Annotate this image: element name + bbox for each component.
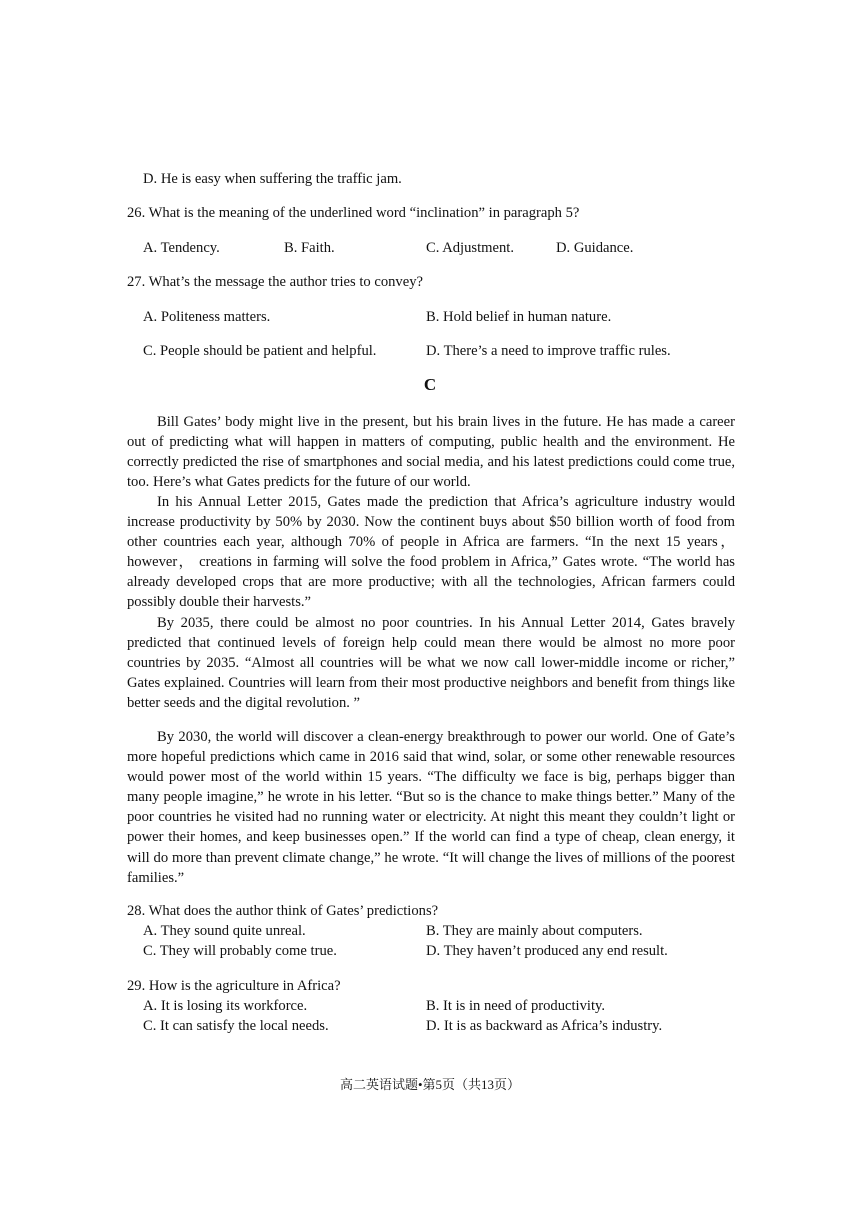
q26-option-b: B. Faith. — [284, 240, 335, 256]
q27-option-a: A. Politeness matters. — [143, 309, 271, 325]
q27-option-d: D. There’s a need to improve traffic rules. — [426, 343, 671, 359]
q29-option-b: B. It is in need of productivity. — [426, 998, 606, 1014]
q29-stem: 29. How is the agriculture in Africa? — [127, 978, 341, 994]
q28-stem: 28. What does the author think of Gates’ predictions? — [127, 903, 439, 919]
q28-option-d: D. They haven’t produced any end result. — [426, 943, 668, 959]
passage-paragraph-4: By 2030, the world will discover a clean-energy breakthrough to power our world. One of Gate’s more hopeful predictions which came in 2016 said that wind, solar, or some other renewable resources would power most of the world within 15 years. “The difficulty we face is big, perhaps bigger than many people imagine,” he wrote in his letter. “But so is the chance to make things better.” Many of the poor countries he visited had no running water or electricity. At night this meant they couldn’t light or power their homes, and keep businesses open.” If the world can find a type of cheap, clean energy, it will do more than prevent climate change,” he wrote. “It will change the lives of millions of the poorest families.” — [127, 729, 735, 886]
section-heading: C — [423, 375, 437, 394]
q29-option-a: A. It is losing its workforce. — [143, 998, 308, 1014]
q28-option-c: C. They will probably come true. — [143, 943, 337, 959]
q26-option-a: A. Tendency. — [143, 240, 220, 256]
q28-option-b: B. They are mainly about computers. — [426, 923, 643, 939]
q29-option-c: C. It can satisfy the local needs. — [143, 1018, 329, 1034]
q27-stem: 27. What’s the message the author tries to convey? — [127, 274, 423, 290]
page-footer: 高二英语试题•第5页（共13页） — [339, 1077, 521, 1092]
q27-option-c: C. People should be patient and helpful. — [143, 343, 377, 359]
q28-option-a: A. They sound quite unreal. — [143, 923, 306, 939]
q26-option-d: D. Guidance. — [556, 240, 634, 256]
q26-stem: 26. What is the meaning of the underlined word “inclination” in paragraph 5? — [127, 205, 580, 221]
passage-paragraph-1: Bill Gates’ body might live in the present, but his brain lives in the future. He has made a career out of predicting what will happen in matters of computing, public health and the environment. He correctly predicted the rise of smartphones and social media, and his latest predictions could come true, too. Here’s what Gates predicts for the future of our world. — [127, 414, 735, 491]
q27-option-b: B. Hold belief in human nature. — [426, 309, 612, 325]
q29-option-d: D. It is as backward as Africa’s industry. — [426, 1018, 663, 1034]
passage-paragraph-3: By 2035, there could be almost no poor countries. In his Annual Letter 2014, Gates bravely predicted that continued levels of foreign help could mean there would be almost no more poor countries by 2035. “Almost all countries will be what we now call lower-middle income or richer,” Gates explained. Countries will learn from their most productive neighbors and benefit from things like better seeds and the digital revolution. ” — [127, 615, 735, 712]
passage-paragraph-2: In his Annual Letter 2015, Gates made the prediction that Africa’s agriculture industry would increase productivity by 50% by 2030. Now the continent buys about $50 billion worth of food from other countries each year, although 70% of people in Africa are farmers. “In the next 15 years， however， creations in farming will solve the food problem in Africa,” Gates wrote. “The world has already developed crops that are more productive; with all the technologies, African farmers could possibly double their harvests.” — [127, 494, 735, 611]
q26-option-c: C. Adjustment. — [426, 240, 514, 256]
q25-option-d: D. He is easy when suffering the traffic jam. — [143, 171, 402, 187]
